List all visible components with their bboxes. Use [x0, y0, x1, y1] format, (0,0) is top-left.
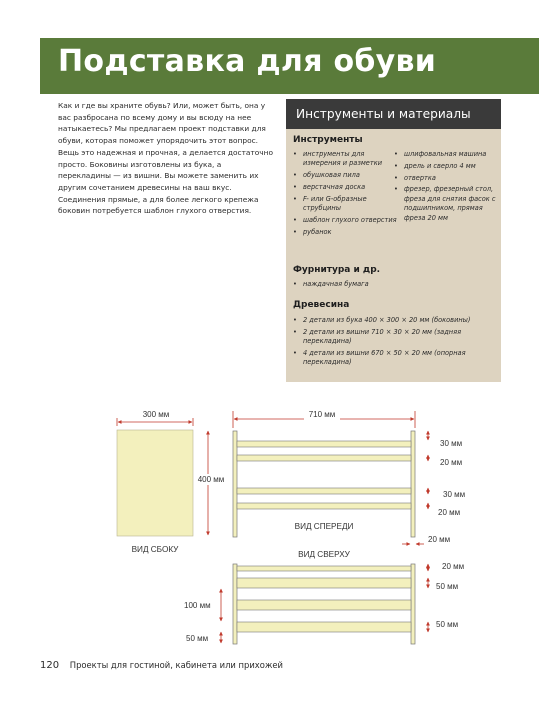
- top-view-caption: ВИД СВЕРХУ: [298, 550, 350, 559]
- dim-20b: 20 мм: [438, 508, 461, 517]
- side-view-caption: ВИД СБОКУ: [131, 545, 179, 554]
- front-left-side: [233, 431, 237, 537]
- list-item: • обушковая пила: [293, 171, 399, 180]
- tools-title: Инструменты: [293, 135, 363, 145]
- list-item: • верстачная доска: [293, 183, 399, 192]
- dim-30b: 30 мм: [443, 490, 466, 499]
- wood-title: Древесина: [293, 300, 350, 310]
- side-panel: [117, 430, 193, 536]
- front-rail: [237, 441, 411, 447]
- page-number: 120: [40, 660, 60, 671]
- top-rail: [237, 600, 411, 610]
- dim-50c: 50 мм: [186, 634, 209, 643]
- dim-400: 400 мм: [197, 475, 225, 484]
- list-item: • отвертка: [394, 174, 496, 183]
- dim-710: 710 мм: [308, 410, 336, 419]
- page-title: Подставка для обуви: [58, 44, 437, 79]
- list-item: • дрель и сверло 4 мм: [394, 162, 496, 171]
- hardware-title: Фурнитура и др.: [293, 265, 381, 275]
- dim-20a: 20 мм: [440, 458, 463, 467]
- list-item: • рубанок: [293, 228, 399, 237]
- top-right-side: [411, 564, 415, 644]
- list-item: • шаблон глухого отверстия: [293, 216, 399, 225]
- dim-30a: 30 мм: [440, 439, 463, 448]
- front-right-side: [411, 431, 415, 537]
- dim-300: 300 мм: [142, 410, 170, 419]
- top-rail: [237, 622, 411, 632]
- section-name: Проекты для гостиной, кабинета или прихожей: [69, 660, 283, 670]
- page-footer: [40, 660, 283, 671]
- list-item: • наждачная бумага: [293, 280, 493, 289]
- materials-heading: Инструменты и материалы: [286, 99, 501, 129]
- front-rail: [237, 455, 411, 461]
- list-item: • F- или G-образные струбцины: [293, 195, 399, 214]
- list-item: • инструменты для измерения и разметки: [293, 150, 399, 169]
- dim-20c: 20 мм: [428, 535, 451, 544]
- intro-text: Как и где вы храните обувь? Или, может быть, она у вас разбросана по всему дому и вы всюду на нее натыкаетесь? Мы предлагаем проект подставки для обуви, которая поможет упорядочить этот вопрос. Вещь это надежная и прочная, а делается достаточно просто. Боковины изготовлены из бука, а перекладины — из вишни. Вы можете заменить их другим сочетанием древесины на ваш вкус. Соединения прямые, а для более легкого крепежа боковин потребуется шаблон глухого отверстия.: [58, 101, 273, 216]
- dim-100: 100 мм: [184, 601, 211, 610]
- dim-50b: 50 мм: [436, 620, 459, 629]
- front-rail: [237, 503, 411, 509]
- list-item: • шлифовальная машина: [394, 150, 496, 159]
- front-rail: [237, 488, 411, 494]
- list-item: • фрезер, фрезерный стол, фреза для снятия фасок с подшипником, прямая фреза 20 мм: [394, 185, 496, 223]
- dim-20d: 20 мм: [442, 562, 465, 571]
- top-rail: [237, 566, 411, 571]
- list-item: • 2 детали из вишни 710 × 30 × 20 мм (задняя перекладина): [293, 328, 495, 347]
- top-rail: [237, 578, 411, 588]
- front-view-caption: ВИД СПЕРЕДИ: [294, 522, 354, 531]
- dim-50a: 50 мм: [436, 582, 459, 591]
- list-item: • 4 детали из вишни 670 × 50 × 20 мм (опорная перекладина): [293, 349, 495, 368]
- top-left-side: [233, 564, 237, 644]
- list-item: • 2 детали из бука 400 × 300 × 20 мм (боковины): [293, 316, 495, 325]
